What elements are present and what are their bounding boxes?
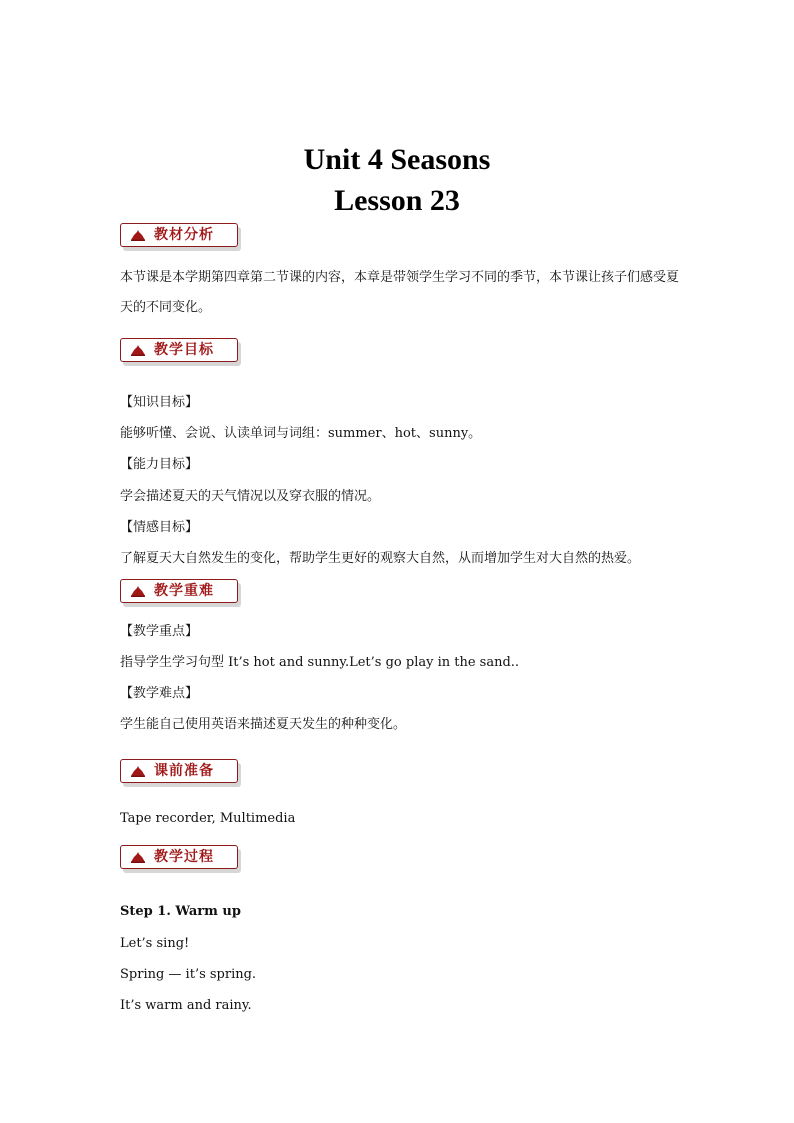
section-tag-preparation: [120, 759, 238, 783]
ability-heading: 【能力目标】: [120, 457, 199, 472]
red-mound-icon: [131, 344, 145, 356]
knowledge-text: 能够听懂、会说、认读单词与词组：summer、hot、sunny。: [120, 426, 482, 441]
preparation-text: Tape recorder, Multimedia: [120, 811, 296, 826]
section-tag-label: 教学目标: [154, 342, 214, 358]
section-tag-process: [120, 845, 238, 869]
red-mound-icon: [131, 851, 145, 863]
process-line-3: It’s warm and rainy.: [120, 998, 252, 1013]
emotion-text: 了解夏天大自然发生的变化，帮助学生更好的观察大自然，从而增加学生对大自然的热爱。: [120, 551, 641, 566]
process-line-2: Spring — it’s spring.: [120, 967, 257, 982]
key-heading: 【教学重点】: [120, 624, 199, 639]
section-tag-objectives: [120, 338, 238, 362]
key-text: 指导学生学习句型 It’s hot and sunny.Let’s go play in the sand..: [120, 655, 520, 670]
emotion-heading: 【情感目标】: [120, 520, 199, 535]
red-mound-icon: [131, 765, 145, 777]
step1-heading: Step 1. Warm up: [120, 904, 241, 919]
section-tag-label: 教材分析: [154, 227, 214, 243]
difficult-heading: 【教学难点】: [120, 686, 199, 701]
red-mound-icon: [131, 229, 145, 241]
red-mound-icon: [131, 585, 145, 597]
ability-text: 学会描述夏天的天气情况以及穿衣服的情况。: [120, 489, 381, 504]
section-tag-label: 教学重难: [154, 583, 214, 599]
section-tag-label: 课前准备: [154, 763, 214, 779]
title-unit: Unit 4 Seasons: [303, 143, 491, 176]
process-line-1: Let’s sing!: [120, 936, 190, 951]
section-tag-key-points: [120, 579, 238, 603]
section-tag-label: 教学过程: [154, 849, 214, 865]
analysis-text: 本节课是本学期第四章第二节课的内容，本章是带领学生学习不同的季节，本节课让孩子们感受夏天的不同变化。: [120, 270, 680, 315]
title-lesson: Lesson 23: [334, 184, 460, 217]
difficult-text: 学生能自己使用英语来描述夏天发生的种种变化。: [120, 717, 407, 732]
knowledge-heading: 【知识目标】: [120, 395, 199, 410]
section-tag-analysis: [120, 223, 238, 247]
